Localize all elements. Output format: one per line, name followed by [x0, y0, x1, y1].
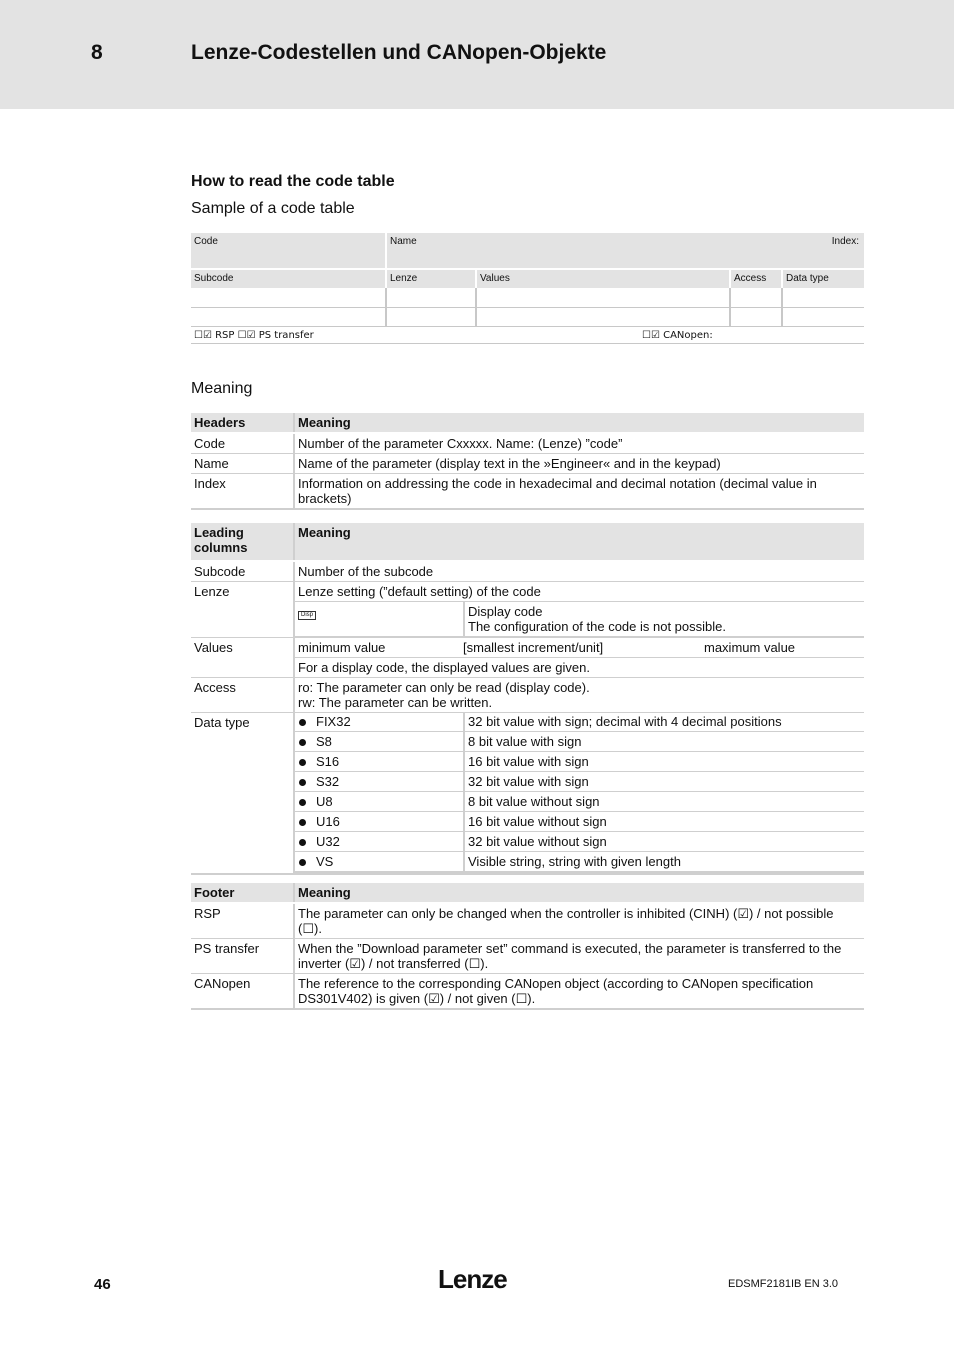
datatype-name-cell [295, 812, 464, 832]
disp-text-line1: Display code [468, 604, 543, 619]
sample-col-divider [475, 288, 477, 326]
sample-name-label: Name [390, 236, 417, 247]
row-value: Number of the parameter Cxxxxx. Name: (Lenze) ”code” [294, 433, 864, 454]
meaning-title: Meaning [191, 380, 253, 397]
table-header-row [191, 883, 864, 903]
sample-col-divider [385, 288, 387, 326]
row-key: Values [191, 638, 294, 678]
row-key: PS transfer [191, 939, 294, 974]
row-key: Code [191, 433, 294, 454]
disp-subtable [295, 602, 864, 637]
row-value: Lenze setting (”default setting) of the code [295, 582, 864, 602]
datatype-name-cell [295, 852, 464, 873]
values-min: minimum value [298, 640, 386, 655]
header-cell: Meaning [294, 883, 864, 903]
datatype-name: U16 [316, 814, 340, 829]
datatype-desc: 32 bit value with sign [464, 772, 864, 792]
values-range-row [295, 638, 864, 658]
row-value: Information on addressing the code in hexadecimal and decimal notation (decimal value in brackets) [294, 474, 864, 510]
table-header-row [191, 523, 864, 561]
values-note: For a display code, the displayed values are given. [298, 660, 590, 675]
page-number: 46 [94, 1276, 111, 1293]
table-row [191, 974, 864, 1010]
sample-lenze-label: Lenze [390, 273, 418, 284]
sample-code-cell [191, 233, 385, 268]
footer-table [191, 883, 864, 1010]
leading-columns-table [191, 523, 864, 875]
values-max: maximum value [704, 640, 796, 655]
datatype-name-cell [295, 713, 464, 732]
sample-values-label: Values [480, 273, 510, 284]
datatype-name: FIX32 [316, 714, 351, 729]
section-title: How to read the code table [191, 173, 395, 190]
datatype-name: U32 [316, 834, 340, 849]
header-cell: Headers [191, 413, 294, 433]
sample-datatype-cell [783, 270, 864, 288]
sample-subcode-cell [191, 270, 385, 288]
sample-footer-right [639, 327, 839, 343]
disp-icon-cell [295, 602, 464, 637]
datatype-cell [294, 713, 864, 875]
sample-footer-right-text: ☐☑ CANopen: [642, 330, 713, 341]
header-cell: Leading columns [191, 523, 294, 561]
row-value [294, 678, 864, 713]
datatype-desc: 16 bit value with sign [464, 752, 864, 772]
chapter-header [0, 0, 954, 109]
datatype-name-cell [295, 772, 464, 792]
table-row [191, 561, 864, 582]
values-increment: [smallest increment/unit] [463, 640, 604, 655]
sample-lenze-cell [387, 270, 475, 288]
datatype-name-cell [295, 792, 464, 812]
table-row [191, 454, 864, 474]
headers-table [191, 413, 864, 510]
table-row [191, 638, 864, 678]
header-cell: Footer [191, 883, 294, 903]
sample-footer-left [191, 327, 591, 343]
table-header-row [191, 413, 864, 433]
bullet-icon [299, 719, 306, 726]
sample-datatype-label: Data type [786, 273, 829, 284]
row-key: Data type [191, 713, 294, 875]
datatype-name: S32 [316, 774, 340, 789]
sample-col-divider [729, 288, 731, 326]
table-row [191, 903, 864, 939]
table-row [191, 678, 864, 713]
row-key: Index [191, 474, 294, 510]
datatype-name-cell [295, 732, 464, 752]
bullet-icon [299, 799, 306, 806]
bullet-icon [299, 759, 306, 766]
sample-values-cell [477, 270, 729, 288]
datatype-name: S8 [316, 734, 332, 749]
sample-index-label: Index: [831, 236, 859, 247]
bullet-icon [299, 839, 306, 846]
row-value: The parameter can only be changed when the controller is inhibited (CINH) (☑) / not possible (☐). [294, 903, 864, 939]
sample-access-cell [731, 270, 781, 288]
row-value: Name of the parameter (display text in the »Engineer« and in the keypad) [294, 454, 864, 474]
datatype-name-cell [295, 832, 464, 852]
sample-bottom-line [191, 343, 864, 344]
table-row [191, 939, 864, 974]
datatype-name-cell [295, 752, 464, 772]
disp-text-line2: The configuration of the code is not possible. [468, 619, 726, 634]
datatype-desc: Visible string, string with given length [464, 852, 864, 873]
datatype-name: VS [316, 854, 334, 869]
sample-title: Sample of a code table [191, 200, 355, 217]
datatype-desc: 16 bit value without sign [464, 812, 864, 832]
datatype-name: U8 [316, 794, 333, 809]
datatype-desc: 32 bit value without sign [464, 832, 864, 852]
row-value: Number of the subcode [294, 561, 864, 582]
sample-col-divider [781, 288, 783, 326]
sample-name-cell [387, 233, 864, 268]
row-key: Access [191, 678, 294, 713]
row-key: RSP [191, 903, 294, 939]
row-value: When the ”Download parameter set” command is executed, the parameter is transferred to the inverter (☑) / not transferred (☐). [294, 939, 864, 974]
table-row [191, 433, 864, 454]
datatype-desc: 8 bit value with sign [464, 732, 864, 752]
lenze-logo: Lenze [438, 1264, 507, 1294]
sample-code-table [191, 233, 864, 344]
bullet-icon [299, 859, 306, 866]
sample-access-label: Access [734, 273, 767, 284]
sample-footer-left-text: ☐☑ RSP ☐☑ PS transfer [194, 330, 314, 341]
sample-subcode-label: Subcode [194, 273, 234, 284]
datatype-desc: 8 bit value without sign [464, 792, 864, 812]
sample-row-divider [191, 307, 864, 308]
table-row [191, 713, 864, 875]
bullet-icon [299, 779, 306, 786]
row-key: Lenze [191, 582, 294, 638]
disp-text-cell [464, 602, 864, 637]
row-value: The reference to the corresponding CANopen object (according to CANopen specification DS301V402) is given (☑) / not given (☐). [294, 974, 864, 1010]
bullet-icon [299, 739, 306, 746]
row-key: CANopen [191, 974, 294, 1010]
header-cell: Meaning [294, 523, 864, 561]
disp-icon: Disp [298, 611, 316, 620]
row-key: Name [191, 454, 294, 474]
lenze-cell [294, 582, 864, 638]
values-cell [294, 638, 864, 678]
sample-code-label: Code [194, 236, 218, 247]
chapter-number: 8 [91, 41, 103, 64]
row-key: Subcode [191, 561, 294, 582]
chapter-title: Lenze-Codestellen und CANopen-Objekte [191, 41, 607, 64]
document-id: EDSMF2181IB EN 3.0 [728, 1278, 839, 1290]
datatype-name: S16 [316, 754, 340, 769]
table-row [191, 582, 864, 638]
header-cell: Meaning [294, 413, 864, 433]
datatype-desc: 32 bit value with sign; decimal with 4 decimal positions [464, 713, 864, 732]
access-ro: ro: The parameter can only be read (display code). [298, 680, 590, 695]
datatype-subtable [295, 713, 864, 873]
access-rw: rw: The parameter can be written. [298, 695, 493, 710]
table-row [191, 474, 864, 510]
bullet-icon [299, 819, 306, 826]
